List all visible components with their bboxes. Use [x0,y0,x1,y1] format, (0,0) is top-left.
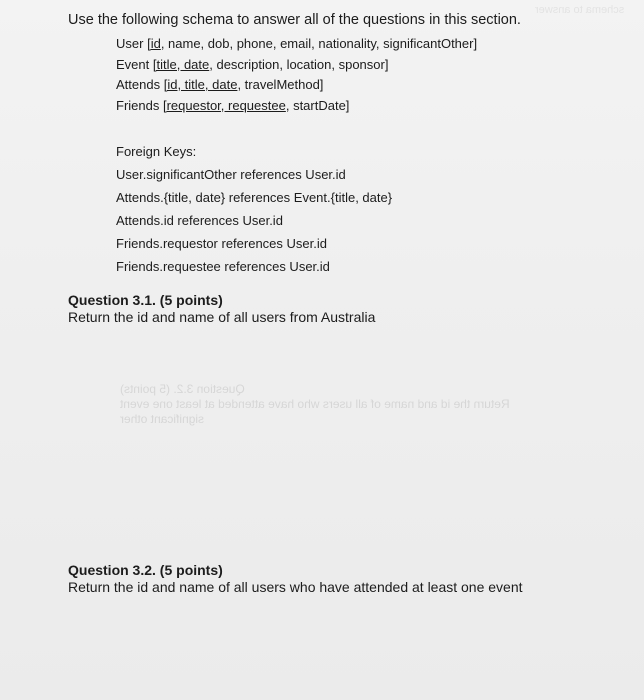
foreign-key-item: User.significantOther references User.id [116,167,346,182]
question-3-1 [68,292,375,326]
schema-block [116,34,477,116]
question-text: Return the id and name of all users who have attended at least one event [68,579,523,595]
question-title: Question 3.2. (5 points) [68,562,223,578]
schema-user [116,34,477,55]
foreign-keys-heading: Foreign Keys: [116,144,197,159]
relation-name: Event [116,56,150,72]
relation-name: User [116,36,144,51]
primary-key: [title, date [152,56,210,72]
primary-key: [id, title, date [163,77,238,92]
section-instructions: Use the following schema to answer all of the questions in this section. [68,12,521,28]
attributes: , description, location, sponsor] [209,56,389,72]
bleed-through-line: significant other [120,412,205,426]
foreign-key-item: Attends.{title, date} references Event.{title, date} [116,190,393,205]
bleed-through-line: Return the id and name of all users who have attended at least one event [120,397,510,411]
bleed-through-text [120,382,625,427]
primary-key: [id [147,36,161,51]
attributes: , name, dob, phone, email, nationality, significantOther] [160,36,478,51]
foreign-keys-block [116,140,392,278]
foreign-key-item: Friends.requestee references User.id [116,259,330,274]
primary-key: [requestor, requestee [162,97,286,113]
bleed-through-line: Question 3.2. (5 points) [120,382,245,396]
foreign-key-item: Friends.requestor references User.id [116,236,327,251]
question-title: Question 3.1. (5 points) [68,292,223,308]
foreign-key-item: Attends.id references User.id [116,213,283,228]
relation-name: Friends [116,97,160,113]
schema-friends [116,96,477,117]
relation-name: Attends [116,77,161,92]
bleed-through-text-top: schema to answer [534,4,624,16]
schema-event [116,55,477,76]
question-text: Return the id and name of all users from Australia [68,309,376,325]
attributes: , travelMethod] [237,77,324,92]
attributes: , startDate] [285,97,350,113]
schema-attends [116,75,477,96]
question-3-2 [68,562,523,596]
